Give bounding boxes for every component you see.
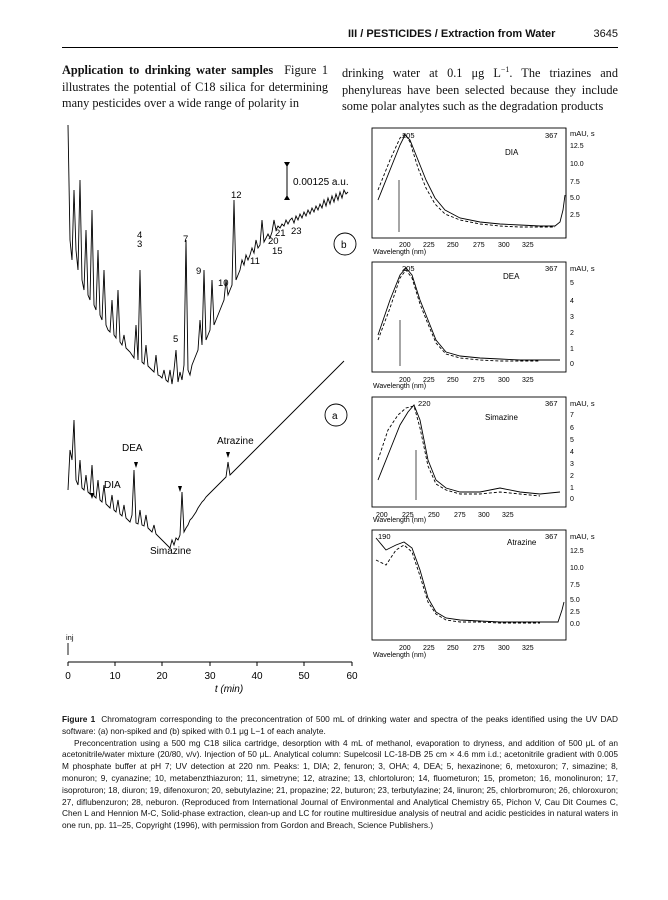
scale-bar-bottom-arrow <box>284 195 290 200</box>
right-column-text <box>342 62 618 115</box>
page-number: 3645 <box>593 28 618 40</box>
caption-paragraph-1: Chromatogram corresponding to the preconcentration of 500 mL of drinking water and spectra of the peaks identified using the UV DAD software: (a) non-spiked and (b) spiked with 0.1 μg L−1 of each analyte. <box>62 714 618 736</box>
x-tick: 225 <box>423 645 435 652</box>
peak-label: 20 <box>268 236 279 247</box>
x-tick: 225 <box>423 242 435 249</box>
spectrum-name: Atrazine <box>507 538 537 547</box>
spectrum-max-nm: 367 <box>545 399 558 408</box>
trace-a <box>68 361 344 548</box>
spectrum-y-unit: mAU, s <box>570 399 595 408</box>
y-tick: 6 <box>570 425 574 432</box>
figure-1 <box>0 120 668 700</box>
y-tick: 7 <box>570 412 574 419</box>
spectrum-panel-dia <box>372 128 595 256</box>
x-tick: 200 <box>399 377 411 384</box>
y-tick: 4 <box>570 449 574 456</box>
y-tick: 5 <box>570 280 574 287</box>
chromatogram <box>65 125 358 695</box>
y-tick: 5 <box>570 437 574 444</box>
marker-dea <box>134 462 138 468</box>
x-tick-label: 0 <box>65 671 71 682</box>
figure-caption <box>62 714 618 832</box>
x-tick: 325 <box>502 512 514 519</box>
y-tick: 10.0 <box>570 565 584 572</box>
spectrum-panel-simazine <box>372 397 595 524</box>
left-paragraph: Figure 1 illustrates the potential of C18 silica for determining many pesticides over a wide range of polarity in <box>62 63 329 110</box>
x-tick: 275 <box>473 645 485 652</box>
spectrum-name: Simazine <box>485 413 518 422</box>
spectrum-x-label: Wavelength (nm) <box>373 383 427 390</box>
y-tick: 0.0 <box>570 621 580 628</box>
scale-bar-top-arrow <box>284 162 290 167</box>
trace-b <box>68 125 348 384</box>
x-tick: 300 <box>478 512 490 519</box>
y-tick: 5.0 <box>570 195 580 202</box>
spectrum-max-nm: 367 <box>545 532 558 541</box>
x-tick: 275 <box>473 377 485 384</box>
trace-a-label: a <box>332 411 338 422</box>
spectrum-y-unit: mAU, s <box>570 532 595 541</box>
peak-label: 9 <box>196 266 202 277</box>
x-tick: 300 <box>498 377 510 384</box>
x-tick-label: 20 <box>156 671 168 682</box>
marker-dia <box>90 493 94 499</box>
x-tick: 300 <box>498 645 510 652</box>
x-tick-label: 50 <box>298 671 310 682</box>
running-head: III / PESTICIDES / Extraction from Water <box>348 28 556 40</box>
x-tick: 250 <box>447 377 459 384</box>
y-tick: 3 <box>570 461 574 468</box>
spectrum-name: DEA <box>503 272 520 281</box>
x-tick: 325 <box>522 645 534 652</box>
right-paragraph-sup: −1 <box>500 65 510 74</box>
x-tick: 275 <box>473 242 485 249</box>
y-tick: 5.0 <box>570 597 580 604</box>
y-tick: 2.5 <box>570 609 580 616</box>
spectrum-name: DIA <box>505 148 519 157</box>
y-tick: 2 <box>570 330 574 337</box>
x-tick: 225 <box>423 377 435 384</box>
x-tick-label: 10 <box>109 671 121 682</box>
peak-label-dia: DIA <box>104 480 121 491</box>
y-tick: 1 <box>570 346 574 353</box>
caption-paragraph-2: Preconcentration using a 500 mg C18 silica cartridge, desorption with 4 mL of methanol, evaporation to dryness, and addition of 500 μL of an acetonitrile/water mixture (20/80, v/v). Injection of 50 μL. Analytical column: Supelcosil LC-18-DB 25 cm × 4.6 mm i.d.; acetonitrile gradient with 0.005 M phosphate buffer at pH 7; UV detection at 220 nm. Peaks: 1, DIA; 2, fenuron; 3, OHA; 4, DEA; 5, hexazinone; 6, metoxuron; 7, simazine; 8, monuron; 9, cyanazine; 10, metabenzthiazuron; 11, simetryne; 12, atrazine; 13, chlortoluron; 14, fluometuron; 15, prometon; 16, monolinuron; 17, isoproturon; 18, diuron; 19, difenoxuron; 20, sebutylazine; 21, propazine; 22, buturon; 23, terbutylazine; 24, linuron; 25, chlorbromuron; 26, chloroxuron; 27, diflubenzuron; 28, neburon. (Reproduced from International Journal of Environmental and Analytical Chemistry 65, Pichon V, Cau Dit Coumes C, Chen L and Hennion M-C, Solid-phase extraction, clean-up and LC for routine multiresidue analysis of neutral and acidic pesticides in natural waters in one run, pp. 11–25, Copyright (1996), with permission from Gordon and Breach, Science Publishers.) <box>62 737 618 831</box>
y-tick: 12.5 <box>570 548 584 555</box>
x-tick: 325 <box>522 377 534 384</box>
peak-label-simazine: Simazine <box>150 546 192 557</box>
peak-label-dea: DEA <box>122 443 143 454</box>
y-tick: 7.5 <box>570 179 580 186</box>
left-column-text <box>62 62 328 112</box>
peak-label: 10 <box>218 278 229 289</box>
marker-simazine <box>178 486 182 492</box>
peak-label: 7 <box>183 234 189 245</box>
peak-label: 11 <box>250 256 260 267</box>
marker-atrazine <box>226 452 230 458</box>
spectrum-x-label: Wavelength (nm) <box>373 517 427 524</box>
right-paragraph-2: . The triazines and phenylureas have been selected because they include some polar analytes such as the degradation products <box>342 66 618 114</box>
page-header <box>0 28 668 44</box>
y-tick: 7.5 <box>570 582 580 589</box>
x-tick: 225 <box>402 512 414 519</box>
y-tick: 12.5 <box>570 143 584 150</box>
y-tick: 2.5 <box>570 212 580 219</box>
x-tick: 250 <box>447 242 459 249</box>
peak-label: 12 <box>231 190 242 201</box>
section-heading: Application to drinking water samples <box>62 63 274 77</box>
y-tick: 10.0 <box>570 161 584 168</box>
trace-b-label: b <box>341 240 347 251</box>
x-tick-label: 40 <box>251 671 263 682</box>
x-tick: 250 <box>428 512 440 519</box>
spectrum-y-unit: mAU, s <box>570 129 595 138</box>
spectrum-panel-dea <box>372 262 595 390</box>
peak-label: 4 <box>137 230 143 241</box>
x-axis-label: t (min) <box>214 684 244 695</box>
x-tick: 325 <box>522 242 534 249</box>
x-tick-label: 30 <box>204 671 216 682</box>
x-tick: 300 <box>498 242 510 249</box>
x-tick: 200 <box>399 645 411 652</box>
right-paragraph-1: drinking water at 0.1 μg L <box>342 66 501 81</box>
caption-label: Figure 1 <box>62 714 96 724</box>
spectrum-x-label: Wavelength (nm) <box>373 249 427 256</box>
spectrum-peak-nm: 205 <box>402 131 415 140</box>
x-tick: 200 <box>399 242 411 249</box>
y-tick: 0 <box>570 496 574 503</box>
y-tick: 0 <box>570 361 574 368</box>
x-tick: 200 <box>376 512 388 519</box>
peak-label: 5 <box>173 334 179 345</box>
peak-label-atrazine: Atrazine <box>217 436 254 447</box>
inj-label: inj <box>66 633 74 642</box>
peak-label: 3 <box>137 239 143 250</box>
spectrum-peak-nm: 190 <box>378 532 391 541</box>
y-tick: 4 <box>570 298 574 305</box>
spectrum-max-nm: 367 <box>545 131 558 140</box>
spectrum-panel-atrazine <box>372 530 595 659</box>
peak-label: 21 <box>275 228 286 239</box>
spectrum-x-label: Wavelength (nm) <box>373 652 427 659</box>
y-tick: 1 <box>570 485 574 492</box>
spectrum-peak-nm: 220 <box>418 399 431 408</box>
spectrum-peak-nm: 205 <box>402 264 415 273</box>
peak-label: 23 <box>291 226 302 237</box>
spectrum-y-unit: mAU, s <box>570 264 595 273</box>
header-rule <box>62 47 618 48</box>
scale-bar-label: 0.00125 a.u. <box>293 177 349 188</box>
x-tick-label: 60 <box>346 671 358 682</box>
x-tick: 250 <box>447 645 459 652</box>
spectrum-max-nm: 367 <box>545 264 558 273</box>
y-tick: 2 <box>570 473 574 480</box>
x-axis-ticks <box>68 662 352 666</box>
y-tick: 3 <box>570 314 574 321</box>
peak-label: 15 <box>272 246 283 257</box>
x-tick: 275 <box>454 512 466 519</box>
